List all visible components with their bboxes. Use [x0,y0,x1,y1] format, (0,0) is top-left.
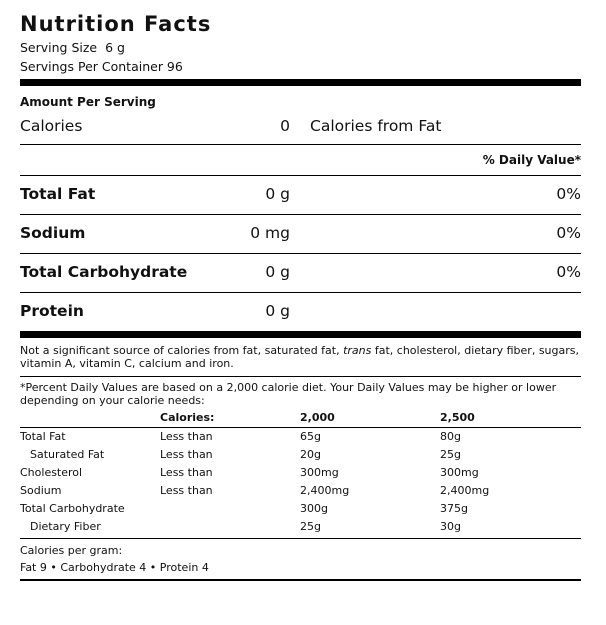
table-header-row [20,409,581,428]
calories-per-gram-label: Calories per gram: [20,544,123,557]
nutrient-name: Total Carbohydrate [20,263,188,281]
table-cell: Dietary Fiber [30,520,101,533]
table-row [20,518,581,536]
bottom-divider [20,579,581,581]
table-cell: 80g [440,430,461,443]
table-cell: 30g [440,520,461,533]
table-header-cell: 2,500 [440,409,581,428]
table-cell: Saturated Fat [30,448,105,461]
table-cell [160,500,300,518]
table-cell [160,518,300,536]
nutrient-row-protein [20,293,581,331]
thick-divider [20,331,581,338]
calories-from-fat-label: Calories from Fat [310,117,442,135]
daily-values-table [20,409,581,536]
table-row [20,482,581,500]
table-cell: Cholesterol [20,466,83,479]
table-cell: Total Fat [20,430,66,443]
nutrient-amount: 0 g [265,185,290,203]
note-text: Not a significant source of calories from fat, saturated fat, [20,344,344,357]
table-cell: Less than [160,466,213,479]
table-cell: Total Carbohydrate [20,502,125,515]
nutrient-name: Protein [20,302,84,320]
table-header-cell: 2,000 [300,409,440,428]
daily-value-header [20,145,581,175]
table-cell: Less than [160,448,213,461]
table-cell: 300mg [440,466,479,479]
label-title: Nutrition Facts [20,12,212,36]
nutrient-row-total-fat [20,176,581,214]
table-row [20,500,581,518]
nutrient-amount: 0 g [265,263,290,281]
table-cell: 25g [440,448,461,461]
table-cell: 65g [300,430,321,443]
table-header-cell: Calories: [160,409,300,428]
table-cell: 300g [300,502,328,515]
table-cell: 375g [440,502,468,515]
table-row [20,428,581,447]
calories-label: Calories [20,117,83,135]
table-cell: 2,400mg [300,484,350,497]
thick-divider [20,79,581,86]
nutrition-facts-label [20,10,581,581]
table-cell: Less than [160,430,213,443]
calories-value: 0 [280,117,290,135]
table-row [20,464,581,482]
nutrient-row-sodium [20,215,581,253]
note-text: fat, cholesterol, dietary fiber, sugars, vitamin A, vitamin C, calcium and iron. [20,344,579,370]
table-row [20,446,581,464]
not-significant-note [20,338,581,376]
table-cell: 300mg [300,466,339,479]
table-cell: Less than [160,484,213,497]
table-cell: 25g [300,520,321,533]
amount-per-serving: Amount Per Serving [20,95,156,109]
calories-per-gram [20,539,581,576]
percent-daily-value-note: *Percent Daily Values are based on a 2,000 calorie diet. Your Daily Values may be higher or lower depending on your calorie needs: [20,381,557,407]
table-cell: Sodium [20,484,62,497]
calories-row [20,111,581,144]
nutrient-name: Sodium [20,224,86,242]
nutrient-amount: 0 g [265,302,290,320]
table-cell: 2,400mg [440,484,490,497]
calories-per-gram-values: Fat 9 • Carbohydrate 4 • Protein 4 [20,561,209,574]
nutrient-name: Total Fat [20,185,96,203]
table-cell: 20g [300,448,321,461]
table-header-cell [20,409,160,428]
servings-per-container: Servings Per Container 96 [20,59,183,74]
nutrient-row-total-carbohydrate [20,254,581,292]
note-text-italic: trans [343,344,372,357]
serving-size: Serving Size 6 g [20,40,125,55]
nutrient-daily-value: 0% [556,185,581,203]
nutrient-daily-value: 0% [556,224,581,242]
nutrient-amount: 0 mg [250,224,290,242]
daily-value-header-text: % Daily Value* [482,153,581,167]
nutrient-daily-value: 0% [556,263,581,281]
